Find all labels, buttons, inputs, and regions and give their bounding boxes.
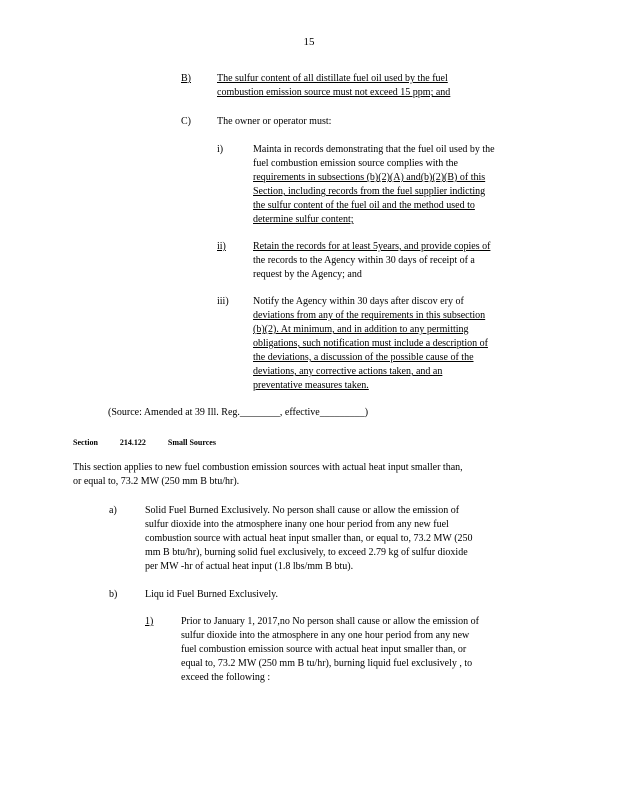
item-text-B [217,72,499,100]
text-line: requirements in subsections (b)(2)(A) and(b)(2)(B) of this [253,172,486,183]
subitem-text-ii [253,240,541,282]
item-intro-C: The owner or operator must: [217,116,332,127]
text-line: Mainta in records demonstrating that the fuel oil used by the [253,144,495,155]
text-line: fuel combustion emission source with actual heat input smaller than, or [181,644,467,655]
source-blank-effective: _________ [319,407,365,418]
item-text-a [145,504,542,574]
text-line: equal to, 73.2 MW (250 mm B tu/hr), burning liquid fuel exclusively , to [181,658,473,669]
text-line: fuel combustion emission source complies with the [253,158,458,169]
text-line: determine sulfur content; [253,214,354,225]
text-line: sulfur dioxide into the atmosphere in any one hour period from any new [181,630,470,641]
text-line: deviations, any corrective actions taken, and an [253,366,443,377]
section-heading [73,436,238,450]
text-line: the deviations, a discussion of the possible cause of the [253,352,474,363]
subitem-label-iii: iii) [217,296,229,307]
text-line: obligations, such notification must include a description of [253,338,488,349]
subitem-text-i [253,143,541,227]
text-line: Solid Fuel Burned Exclusively. No person shall cause or allow the emission of [145,505,460,516]
text-line: exceed the following : [181,672,271,683]
text-line: request by the Agency; and [253,269,362,280]
item-label-C: C) [181,116,191,127]
subitem-text-iii [253,295,541,393]
section-number: 214.122 [119,438,146,447]
source-blank-reg: ________ [239,407,280,418]
text-line: the records to the Agency within 30 days of receipt of a [253,255,475,266]
source-prefix: (Source: Amended at 39 Ill. Reg. [108,407,240,418]
text-line: combustion emission source must not exceed 15 ppm; and [217,87,451,98]
subitem-label-ii: ii) [217,241,226,252]
source-note [108,406,368,420]
subitem-label-i: i) [217,144,224,155]
text-line: Prior to January 1, 2017,no No person shall cause or allow the emission of [181,616,480,627]
text-line: preventative measures taken. [253,380,369,391]
text-line: The sulfur content of all distillate fuel oil used by the fuel [217,73,448,84]
item-label-B: B) [181,73,191,84]
item-label-a: a) [109,505,117,516]
section-title: Small Sources [167,438,216,447]
text-line: or equal to, 73.2 MW (250 mm B btu/hr). [73,476,240,487]
text-line: (b)(2). At minimum, and in addition to any permitting [253,324,469,335]
item-title-b: Liqu id Fuel Burned Exclusively. [145,589,278,600]
section-word: Section [73,438,98,447]
source-mid: , effective [279,407,320,418]
text-line: mm B btu/hr), burning solid fuel exclusively, to exceed 2.79 kg of sulfur dioxide [145,547,468,558]
source-suffix: ) [364,407,369,418]
text-line: This section applies to new fuel combustion emission sources with actual heat input smaller than, [73,462,463,473]
text-line: per MW -hr of actual heat input (1.8 lbs/mm B btu). [145,561,354,572]
subitem-label-1: 1) [145,616,154,627]
subitem-text-1 [181,615,538,685]
text-line: deviations from any of the requirements in this subsection [253,310,486,321]
item-label-b: b) [109,589,118,600]
text-line: Notify the Agency within 30 days after discov ery of [253,296,464,307]
text-line: the sulfur content of the fuel oil and the method used to [253,200,475,211]
page-number: 15 [303,36,315,48]
text-line: sulfur dioxide into the atmosphere inany one hour period from any new fuel [145,519,449,530]
intro-paragraph [73,461,543,489]
text-line: Section, including records from the fuel supplier indicting [253,186,486,197]
text-line: combustion source with actual heat input smaller than, or equal to, 73.2 MW (250 [145,533,473,544]
text-line: Retain the records for at least 5years, and provide copies of [253,241,491,252]
